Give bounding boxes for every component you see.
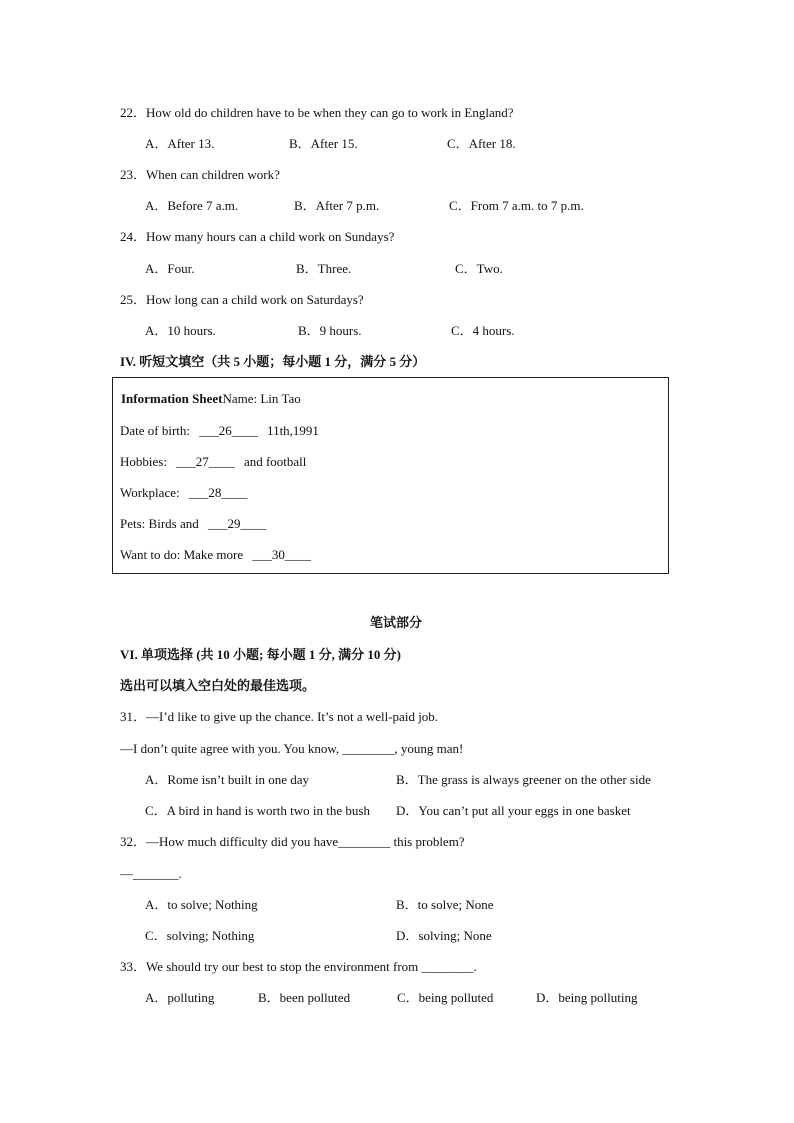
question-23-stem: 23．When can children work?	[120, 167, 280, 182]
question-25-option-a: A．10 hours.	[145, 323, 216, 338]
section-vi-instruction: 选出可以填入空白处的最佳选项。	[120, 678, 316, 693]
info-row-date-of-birth	[120, 423, 319, 439]
question-22-option-c: C．After 18.	[447, 136, 516, 151]
question-24-option-a: A．Four.	[145, 261, 195, 276]
question-25-option-c: C．4 hours.	[451, 323, 515, 338]
info-row-hobbies	[120, 454, 306, 470]
question-33-option-b: B．been polluted	[258, 990, 351, 1005]
question-32-option-d: D．solving; None	[396, 928, 492, 943]
question-24-stem: 24．How many hours can a child work on Sundays?	[120, 229, 395, 244]
question-23-option-b: B．After 7 p.m.	[294, 198, 380, 213]
blank-30: ___30____	[252, 547, 311, 562]
question-31-line2: —I don’t quite agree with you. You know, ________, young man!	[120, 741, 464, 756]
blank-26: ___26____	[199, 423, 258, 438]
blank-29: ___29____	[207, 516, 267, 531]
question-32-option-a: A．to solve; Nothing	[145, 897, 258, 912]
section-vi-title: VI. 单项选择 (共 10 小题; 每小题 1 分, 满分 10 分)	[120, 647, 401, 662]
blank-27: ___27____	[176, 454, 235, 469]
info-row-label: Pets: Birds and	[120, 516, 199, 531]
info-row-after: and football	[243, 454, 307, 469]
info-row-label: Workplace:	[120, 485, 180, 500]
question-31-option-a: A．Rome isn’t built in one day	[145, 772, 310, 787]
info-row-label: Want to do: Make more	[120, 547, 244, 562]
question-33-option-c: C．being polluted	[397, 990, 494, 1005]
question-25-option-b: B．9 hours.	[298, 323, 362, 338]
info-sheet-heading: Information Sheet	[121, 391, 223, 406]
info-row-after: 11th,1991	[267, 423, 319, 438]
question-31-option-d: D．You can’t put all your eggs in one basket	[396, 803, 631, 818]
question-23-option-c: C．From 7 a.m. to 7 p.m.	[449, 198, 584, 213]
question-31-option-c: C．A bird in hand is worth two in the bush	[145, 803, 370, 818]
question-31-option-b: B．The grass is always greener on the other side	[396, 772, 651, 787]
question-32-line1: 32．—How much difficulty did you have________ this problem?	[120, 834, 465, 849]
question-22-option-a: A．After 13.	[145, 136, 215, 151]
info-sheet-name: Name: Lin Tao	[222, 391, 301, 406]
question-32-line2: —_______.	[120, 866, 182, 881]
question-23-option-a: A．Before 7 a.m.	[145, 198, 239, 213]
question-31-line1: 31．—I’d like to give up the chance. It’s not a well-paid job.	[120, 709, 439, 724]
question-22-option-b: B．After 15.	[289, 136, 358, 151]
question-33-option-a: A．polluting	[145, 990, 215, 1005]
question-32-option-c: C．solving; Nothing	[145, 928, 255, 943]
blank-28: ___28____	[188, 485, 248, 500]
question-24-option-b: B．Three.	[296, 261, 352, 276]
info-sheet-header	[121, 391, 301, 407]
question-25-stem: 25．How long can a child work on Saturdays?	[120, 292, 364, 307]
info-row-workplace	[120, 485, 247, 501]
question-33-option-d: D．being polluting	[536, 990, 638, 1005]
question-24-option-c: C．Two.	[455, 261, 503, 276]
question-22-stem: 22．How old do children have to be when they can go to work in England?	[120, 105, 514, 120]
info-row-label: Hobbies:	[120, 454, 167, 469]
info-row-label: Date of birth:	[120, 423, 191, 438]
question-33-line1: 33．We should try our best to stop the environment from ________.	[120, 959, 477, 974]
written-part-title: 笔试部分	[370, 615, 423, 630]
section-iv-title: IV. 听短文填空（共 5 小题；每小题 1 分，满分 5 分）	[120, 354, 426, 369]
info-row-pets	[120, 516, 266, 532]
info-row-want-to-do	[120, 547, 311, 563]
question-32-option-b: B．to solve; None	[396, 897, 494, 912]
